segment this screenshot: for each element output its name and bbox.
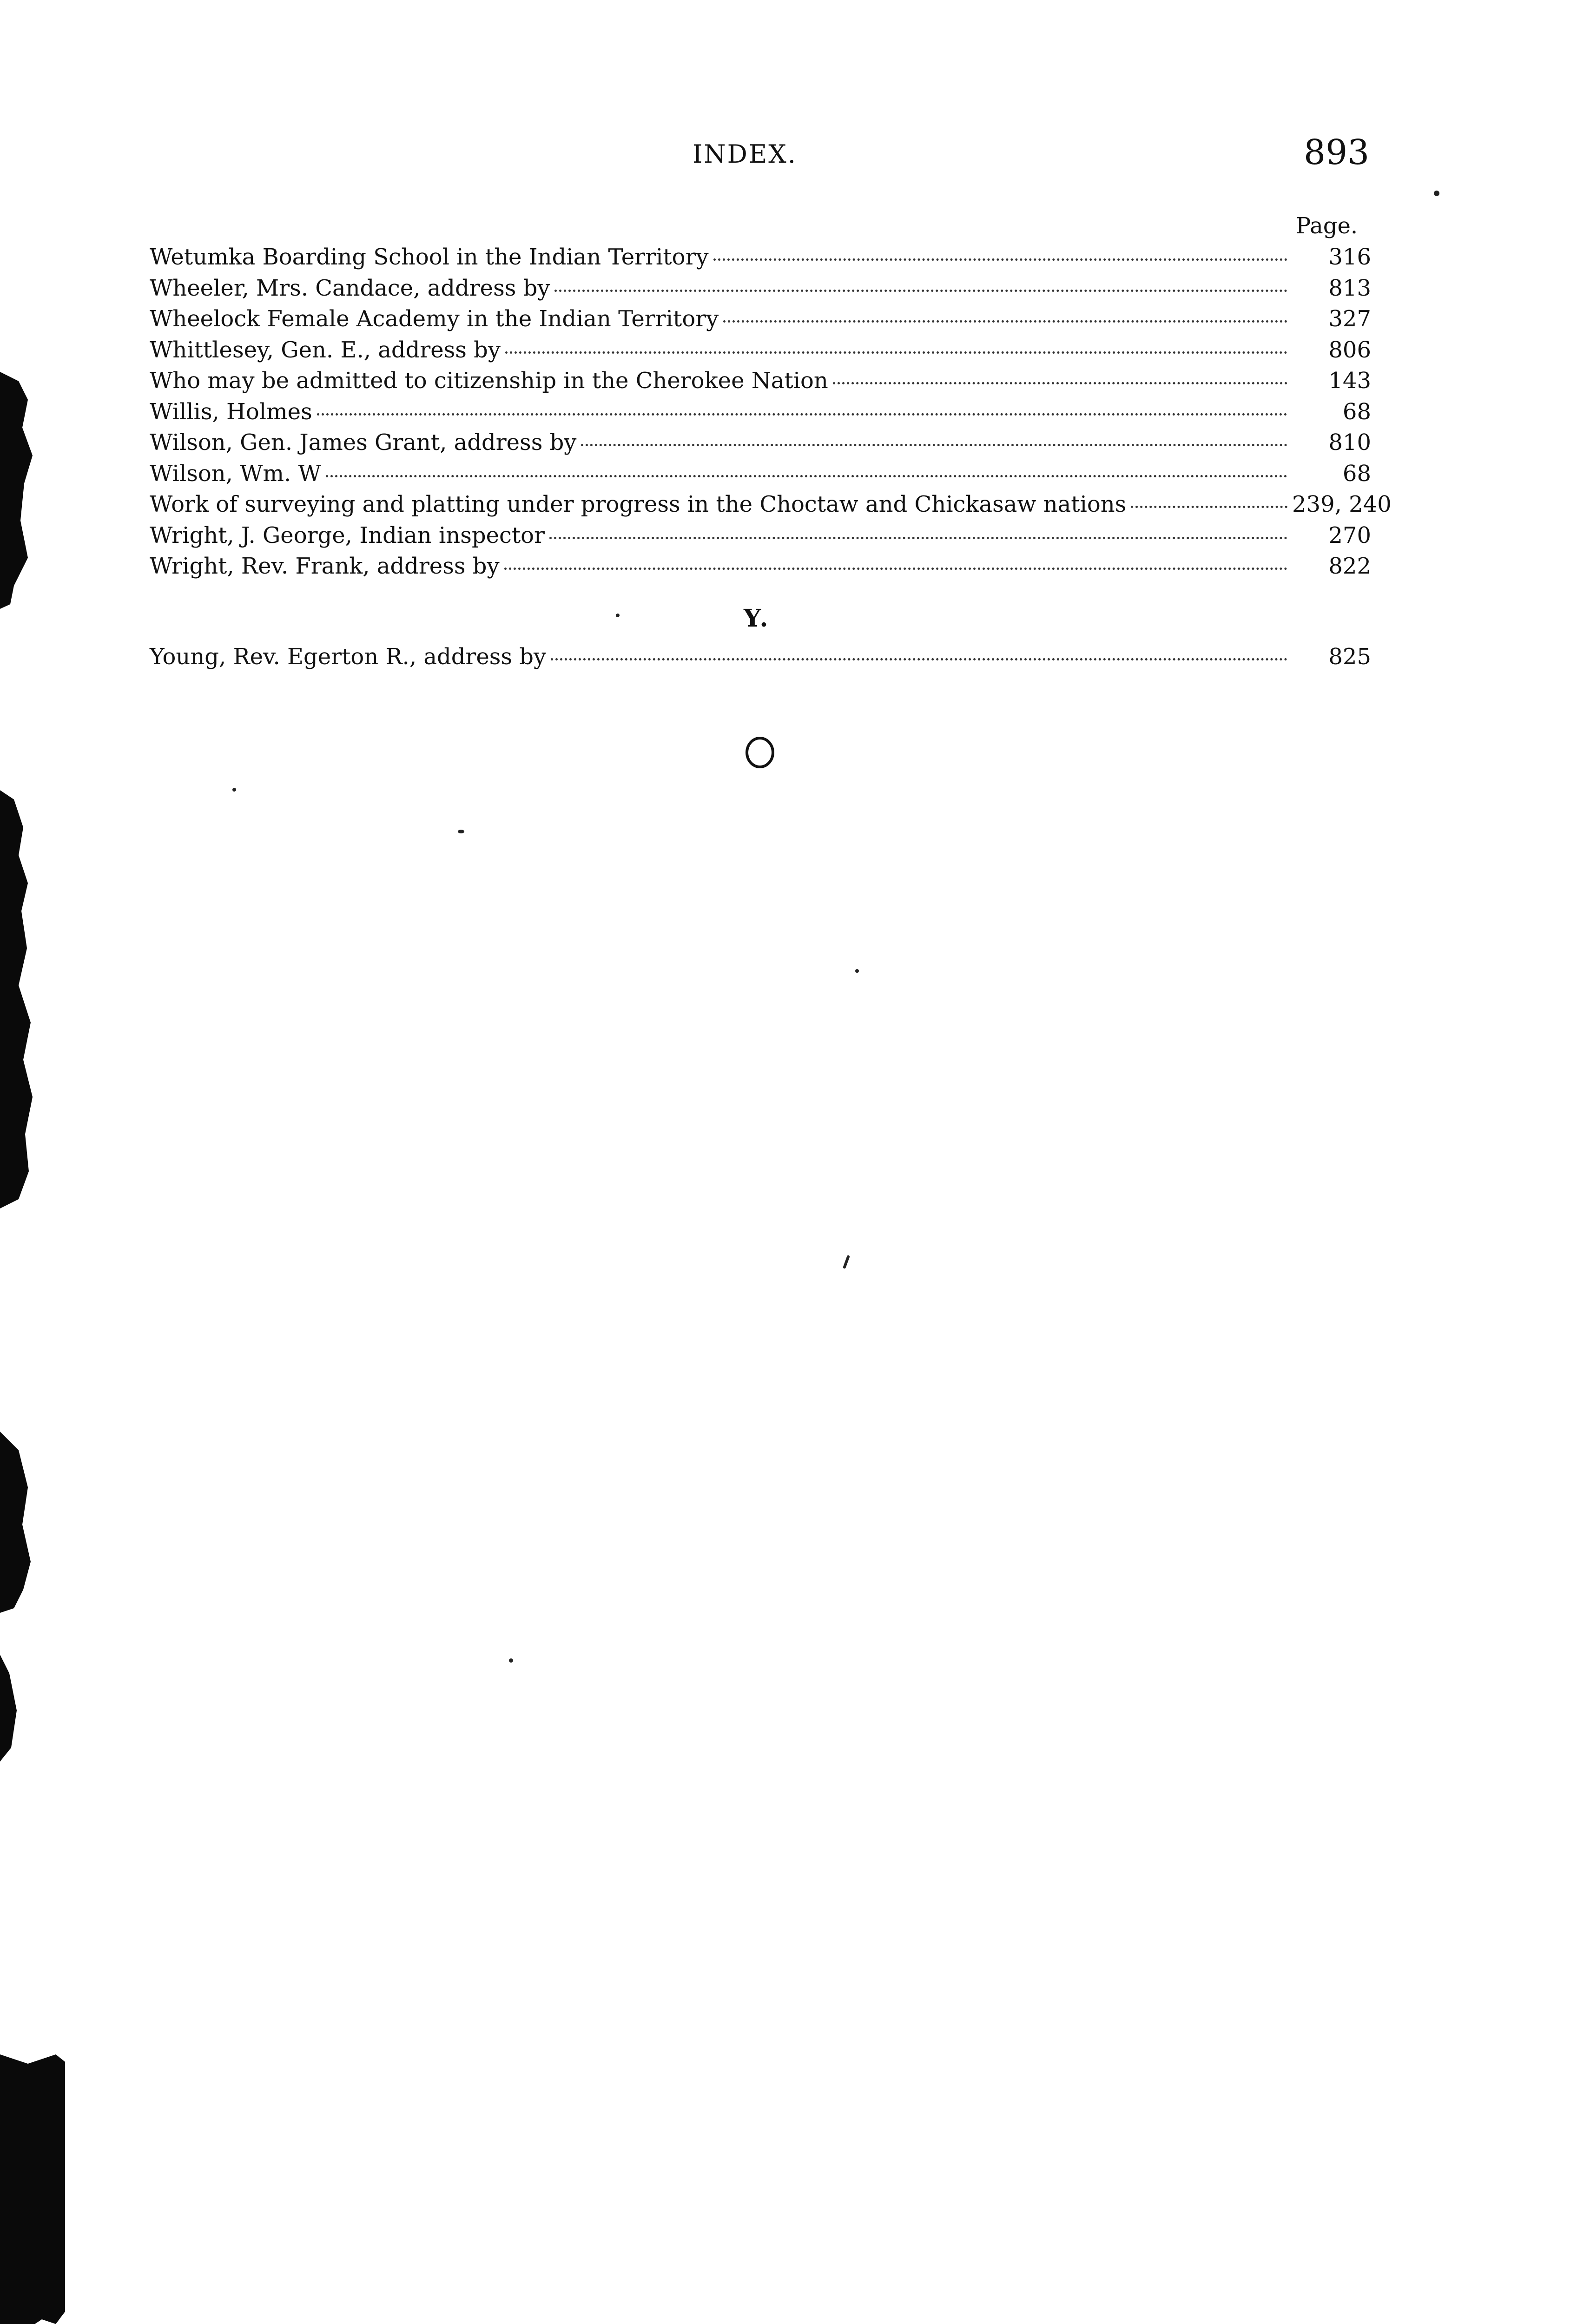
entry-text: Wheelock Female Academy in the Indian Territory bbox=[150, 306, 719, 332]
dot-leader bbox=[317, 413, 1287, 416]
running-head: INDEX. bbox=[693, 139, 797, 169]
entry-page: 327 bbox=[1328, 306, 1371, 332]
entry-text: Wetumka Boarding School in the Indian Territory bbox=[150, 244, 709, 270]
index-entries-y bbox=[150, 641, 1371, 673]
entry-page: 825 bbox=[1328, 644, 1371, 670]
page-column-label: Page. bbox=[1296, 213, 1358, 239]
index-entry bbox=[150, 365, 1371, 396]
index-entry bbox=[150, 489, 1392, 520]
entry-text: Wheeler, Mrs. Candace, address by bbox=[150, 275, 550, 301]
entry-text: Wright, Rev. Frank, address by bbox=[150, 553, 500, 579]
index-entry bbox=[150, 273, 1371, 304]
scan-speck bbox=[1434, 191, 1439, 196]
scan-speck bbox=[458, 830, 464, 833]
dot-leader bbox=[581, 444, 1287, 446]
dot-leader bbox=[833, 382, 1287, 384]
end-ornament-circle bbox=[746, 737, 774, 768]
entry-page: 810 bbox=[1328, 429, 1371, 456]
scan-speck bbox=[616, 614, 620, 617]
dot-leader bbox=[551, 658, 1287, 660]
scan-speck bbox=[232, 788, 236, 792]
section-heading-y: Y. bbox=[744, 604, 770, 633]
index-entry bbox=[150, 641, 1371, 673]
dot-leader bbox=[504, 568, 1287, 570]
entry-page: 822 bbox=[1328, 553, 1371, 579]
dot-leader bbox=[549, 537, 1287, 539]
entry-text: Wilson, Wm. W bbox=[150, 460, 321, 487]
dot-leader bbox=[505, 351, 1287, 354]
index-entry bbox=[150, 458, 1371, 489]
index-entry bbox=[150, 396, 1371, 428]
entry-text: Willis, Holmes bbox=[150, 398, 312, 425]
entry-text: Whittlesey, Gen. E., address by bbox=[150, 337, 501, 363]
index-entry bbox=[150, 427, 1371, 458]
dot-leader bbox=[554, 290, 1287, 292]
entry-page: 143 bbox=[1328, 368, 1371, 394]
entry-page: 68 bbox=[1342, 398, 1371, 425]
dot-leader bbox=[723, 320, 1287, 323]
dot-leader bbox=[1131, 506, 1287, 508]
entry-text: Work of surveying and platting under progress in the Choctaw and Chickasaw nations bbox=[150, 491, 1127, 517]
entry-text: Wright, J. George, Indian inspector bbox=[150, 522, 545, 548]
dot-leader bbox=[713, 258, 1287, 261]
entry-text: Young, Rev. Egerton R., address by bbox=[150, 644, 547, 670]
entry-page: 806 bbox=[1328, 337, 1371, 363]
scan-speck bbox=[509, 1658, 513, 1663]
index-entry bbox=[150, 335, 1371, 366]
index-entry bbox=[150, 304, 1371, 335]
index-entry bbox=[150, 551, 1371, 582]
scan-speck bbox=[855, 969, 859, 973]
entry-page: 270 bbox=[1328, 522, 1371, 548]
entry-page: 239, 240 bbox=[1292, 491, 1392, 517]
dot-leader bbox=[326, 475, 1287, 477]
scan-speck bbox=[843, 1255, 850, 1269]
entry-text: Who may be admitted to citizenship in the Cherokee Nation bbox=[150, 368, 828, 394]
index-entry bbox=[150, 242, 1371, 273]
index-entries-w bbox=[150, 242, 1392, 582]
entry-page: 316 bbox=[1328, 244, 1371, 270]
entry-page: 813 bbox=[1328, 275, 1371, 301]
scanned-binding-edge bbox=[0, 0, 65, 2324]
index-entry bbox=[150, 520, 1371, 551]
entry-page: 68 bbox=[1342, 460, 1371, 487]
entry-text: Wilson, Gen. James Grant, address by bbox=[150, 429, 577, 456]
page-number: 893 bbox=[1304, 132, 1370, 172]
